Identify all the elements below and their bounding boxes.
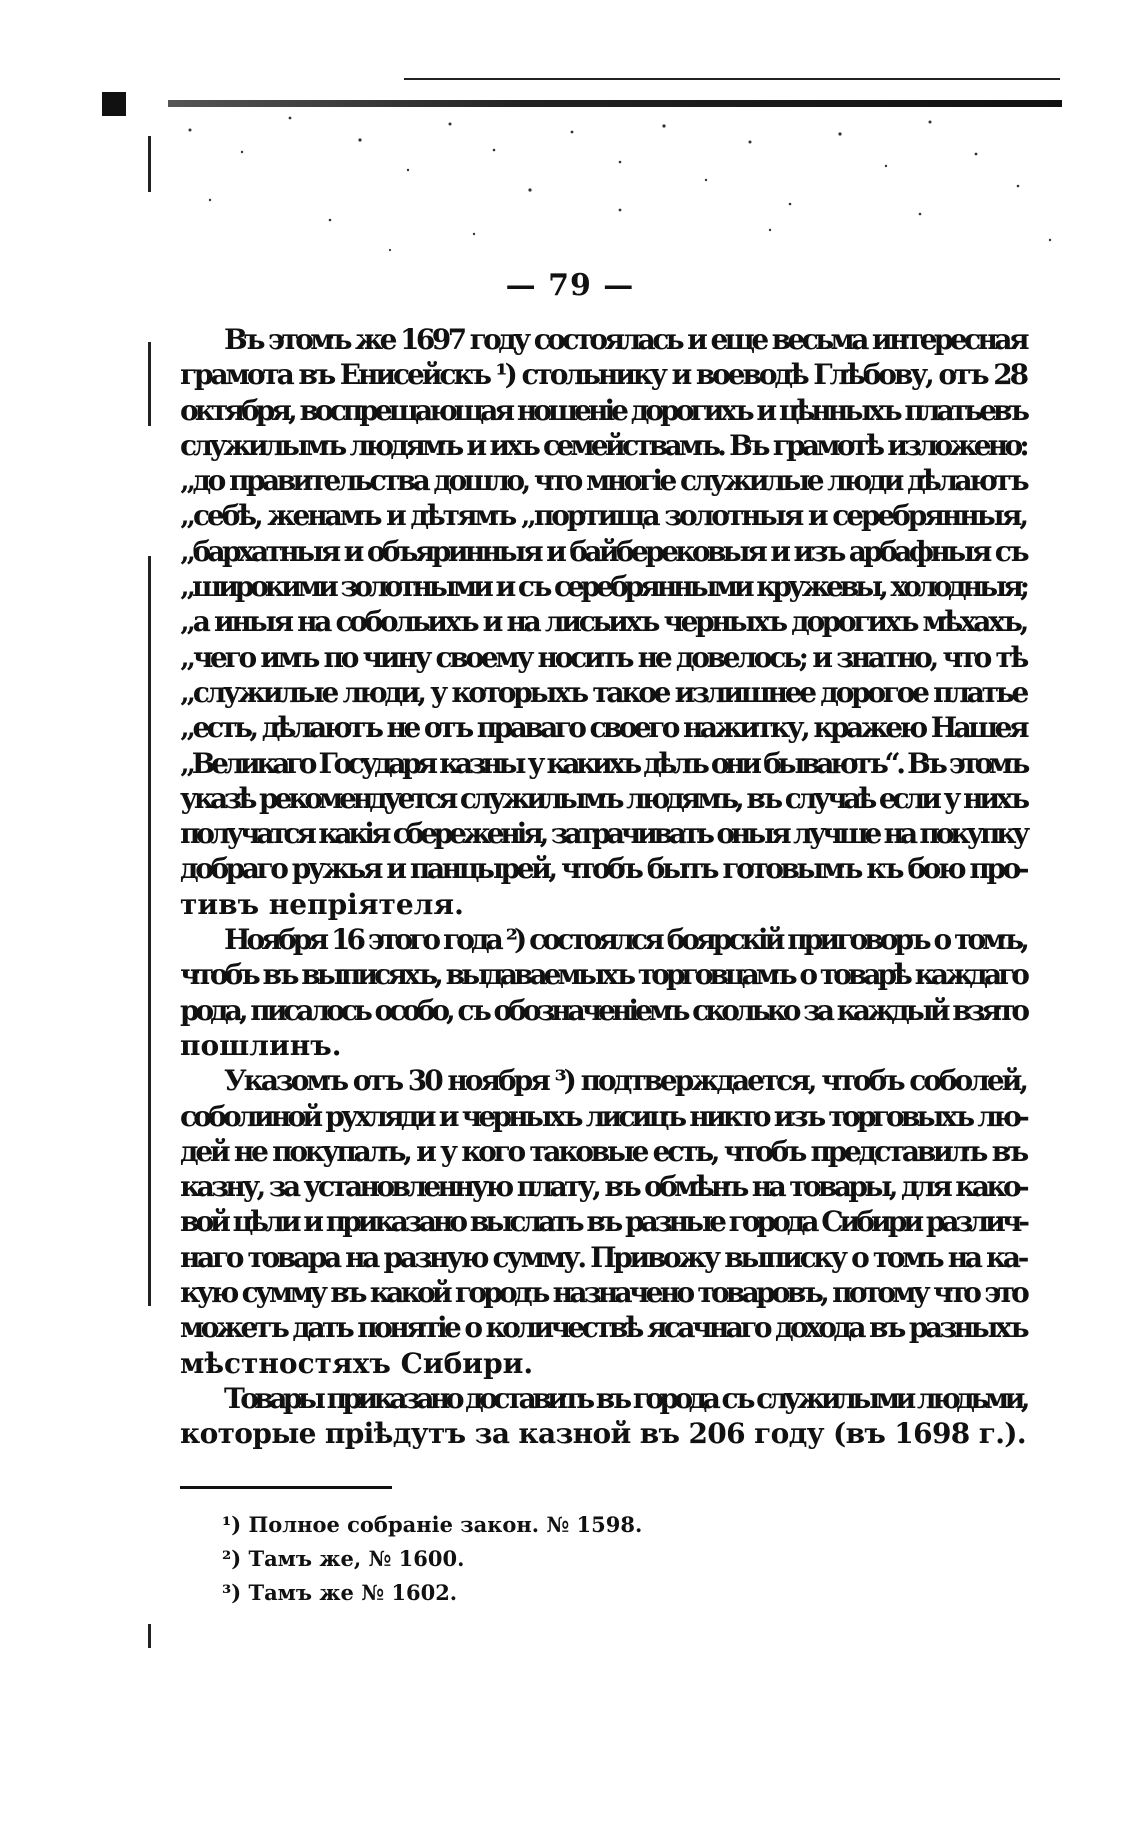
text-line: „себѣ, женамъ и дѣтямъ „портища золотныя и серебрянныя, [180, 499, 1027, 533]
footnote-separator [180, 1486, 392, 1489]
text-line: служилымъ людямъ и ихъ семействамъ. Въ грамотѣ изложено: [180, 428, 1026, 462]
text-line: чтобъ въ выписяхъ, выдаваемыхъ торговцамъ о товарѣ каждаго [180, 958, 1026, 992]
text-line: тивъ непріятеля. [180, 887, 464, 921]
footnote: ³) Тамъ же № 1602. [222, 1580, 458, 1605]
paragraph [180, 1063, 1026, 1381]
text-line: „широкими золотными и съ серебрянными кружевы, холодныя; [180, 570, 1026, 604]
text-line: Товары приказано доставить въ города съ служилыми людьми, [224, 1381, 1026, 1415]
text-line: „чего имъ по чину своему носить не довелось; и знатно, что тѣ [180, 640, 1026, 674]
page-edge-line [148, 1624, 151, 1648]
text-line: „бархатныя и объяринныя и байберековыя и изъ арбафныя съ [180, 534, 1026, 568]
text-line: которые пріѣдутъ за казной въ 206 году (въ 1698 г.). [180, 1417, 1026, 1451]
text-line: Въ этомъ же 1697 году состоялась и еще весьма интересная [224, 323, 1027, 356]
text-line: рода, писалось особо, съ обозначеніемъ сколько за каждый взято [180, 993, 1026, 1027]
text-line: получатся какія сбереженія, затрачивать оныя лучше на покупку [180, 817, 1026, 851]
text-line: „служилые люди, у которыхъ такое излишнее дорогое платье [180, 675, 1026, 709]
text-line: пошлинъ. [180, 1028, 342, 1062]
page-edge-line [148, 556, 151, 1306]
text-line: наго товара на разную сумму. Привожу выписку о томъ на ка- [180, 1240, 1027, 1274]
paragraph [180, 922, 1026, 1063]
footnotes [222, 1508, 922, 1610]
text-line: кую сумму въ какой городъ назначено товаровъ, потому что это [180, 1276, 1026, 1310]
text-line: мѣстностяхъ Сибири. [180, 1346, 534, 1380]
scan-corner-mark [102, 92, 126, 116]
text-line: „до правительства дошло, что многіе служилые люди дѣлаютъ [180, 464, 1026, 498]
text-line: вой цѣли и приказано выслать въ разные города Сибири различ- [180, 1205, 1026, 1239]
paragraph [180, 322, 1026, 922]
text-line: указѣ рекомендуется служилымъ людямъ, въ случаѣ если у нихъ [180, 781, 1026, 815]
footnote: ¹) Полное собраніе закон. № 1598. [222, 1512, 643, 1537]
text-line: „а иныя на собольихъ и на лисьихъ черныхъ дорогихъ мѣхахъ, [180, 605, 1026, 639]
page-number: — 79 — [505, 268, 635, 303]
paragraph [180, 1381, 1026, 1452]
text-line: дей не покупалъ, и у кого таковые есть, чтобъ представилъ въ [180, 1134, 1026, 1168]
text-line: соболиной рухляди и черныхъ лисицъ никто изъ торговыхъ лю- [180, 1099, 1026, 1133]
text-line: Указомъ отъ 30 ноября ³) подтверждается, чтобъ соболей, [224, 1064, 1026, 1098]
body-text [180, 322, 1026, 1452]
footnote: ²) Тамъ же, № 1600. [222, 1546, 465, 1571]
text-line: добраго ружья и панцырей, чтобъ быть готовымъ къ бою про- [180, 852, 1026, 886]
text-line: казну, за установленную плату, въ обмѣнъ на товары, для како- [180, 1170, 1026, 1204]
scan-speckles [150, 110, 1070, 260]
text-line: „Великаго Государя казны у какихъ дѣлъ они бываютъ“. Въ этомъ [180, 746, 1027, 780]
text-line: октября, воспрещающая ношеніе дорогихъ и цѣнныхъ платьевъ [180, 393, 1026, 427]
text-line: грамота въ Енисейскъ ¹) стольнику и воеводѣ Глѣбову, отъ 28 [180, 358, 1026, 392]
text-line: „есть, дѣлаютъ не отъ праваго своего нажитку, кражею Нашея [180, 711, 1026, 745]
text-line: можетъ дать понятіе о количествѣ ясачнаго дохода въ разныхъ [180, 1311, 1027, 1345]
page-edge-line [148, 342, 151, 426]
header-rule-thin [404, 78, 1060, 80]
text-line: Ноября 16 этого года ²) состоялся боярскій приговоръ о томъ, [224, 923, 1026, 957]
header-rule-thick [168, 100, 1062, 107]
